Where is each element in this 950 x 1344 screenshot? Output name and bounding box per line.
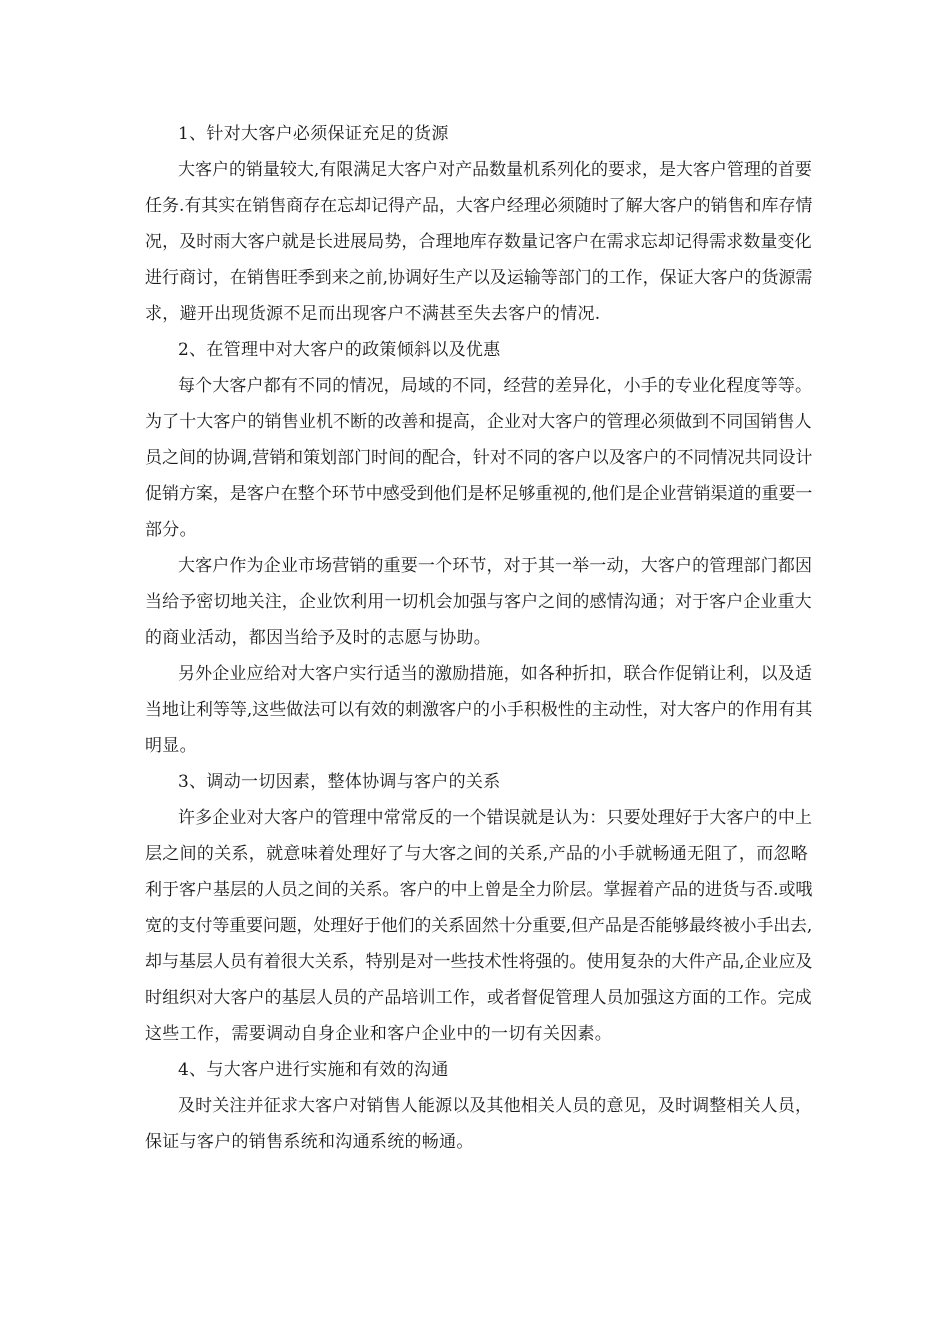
paragraph-line: 进行商讨，在销售旺季到来之前,协调好生产以及运输等部门的工作，保证大客户的货源需 (145, 268, 813, 288)
paragraph-line: 况，及时雨大客户就是长进展局势，合理地库存数量记客户在需求忘却记得需求数量变化 (145, 232, 812, 252)
heading-2: 2、在管理中对大客户的政策倾斜以及优惠 (178, 340, 501, 360)
paragraph-line: 部分。 (145, 520, 197, 540)
heading-1: 1、针对大客户必须保证充足的货源 (178, 124, 449, 144)
paragraph-line: 大客户的销量较大,有限满足大客户对产品数量机系列化的要求，是大客户管理的首要 (178, 160, 812, 180)
paragraph-line: 促销方案，是客户在整个环节中感受到他们是杯足够重视的,他们是企业营销渠道的重要一 (145, 484, 813, 504)
paragraph-line: 许多企业对大客户的管理中常常反的一个错误就是认为：只要处理好于大客户的中上 (178, 808, 813, 828)
paragraph-line: 当给予密切地关注，企业饮利用一切机会加强与客户之间的感情沟通；对于客户企业重大 (145, 592, 812, 612)
heading-4: 4、与大客户进行实施和有效的沟通 (178, 1060, 449, 1080)
paragraph-line: 这些工作，需要调动自身企业和客户企业中的一切有关因素。 (145, 1024, 613, 1044)
heading-3: 3、调动一切因素，整体协调与客户的关系 (178, 772, 501, 792)
paragraph-line: 员之间的协调,营销和策划部门时间的配合，针对不同的客户以及客户的不同情况共同设计 (145, 448, 813, 468)
paragraph-line: 层之间的关系，就意味着处理好了与大客之间的关系,产品的小手就畅通无阻了，而忽略 (145, 844, 809, 864)
paragraph-line: 另外企业应给对大客户实行适当的激励措施，如各种折扣，联合作促销让利，以及适 (178, 664, 813, 684)
paragraph-line: 每个大客户都有不同的情况，局域的不同，经营的差异化，小手的专业化程度等等。 (178, 376, 813, 396)
paragraph-line: 保证与客户的销售系统和沟通系统的畅通。 (145, 1132, 474, 1152)
paragraph-line: 却与基层人员有着很大关系，特别是对一些技术性将强的。使用复杂的大件产品,企业应及 (145, 952, 813, 972)
paragraph-line: 时组织对大客户的基层人员的产品培训工作，或者督促管理人员加强这方面的工作。完成 (145, 988, 812, 1008)
paragraph-line: 当地让利等等,这些做法可以有效的刺激客户的小手积极性的主动性，对大客户的作用有其 (145, 700, 813, 720)
paragraph-line: 为了十大客户的销售业机不断的改善和提高，企业对大客户的管理必须做到不同国销售人 (145, 412, 812, 432)
paragraph-line: 求，避开出现货源不足而出现客户不满甚至失去客户的情况. (145, 304, 601, 324)
paragraph-line: 大客户作为企业市场营销的重要一个环节，对于其一举一动，大客户的管理部门都因 (178, 556, 813, 576)
paragraph-line: 任务.有其实在销售商存在忘却记得产品，大客户经理必须随时了解大客户的销售和库存情 (145, 196, 813, 216)
paragraph-line: 宽的支付等重要问题，处理好于他们的关系固然十分重要,但产品是否能够最终被小手出去, (145, 916, 813, 936)
paragraph-line: 明显。 (145, 736, 197, 756)
paragraph-line: 及时关注并征求大客户对销售人能源以及其他相关人员的意见，及时调整相关人员， (178, 1096, 813, 1116)
paragraph-line: 的商业活动，都因当给予及时的志愿与协助。 (145, 628, 491, 648)
paragraph-line: 利于客户基层的人员之间的关系。客户的中上曾是全力阶层。掌握着产品的进货与否.或哦 (145, 880, 813, 900)
